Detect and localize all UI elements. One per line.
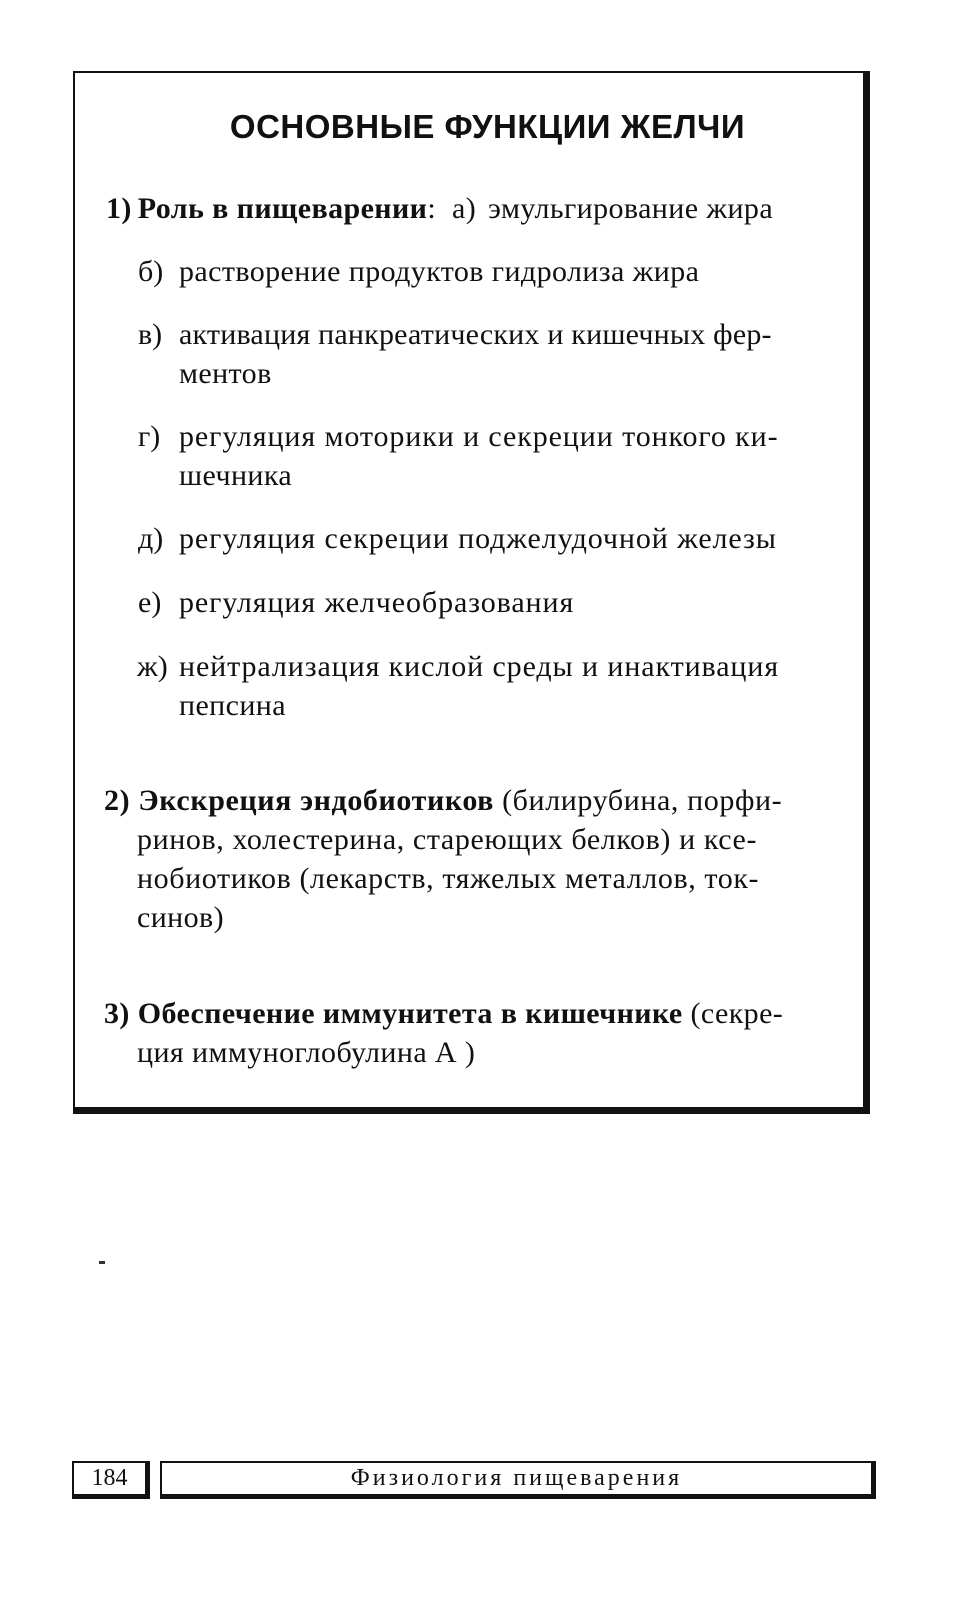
section-3-line-1 [104, 995, 783, 1033]
item-b-label: б) [138, 255, 164, 288]
item-v-text-line-2: ментов [179, 357, 272, 390]
item-d-label: д) [138, 522, 164, 555]
section-2-text-line-2: ринов, холестерина, стареющих белков) и ксе- [137, 823, 758, 856]
section-3-number: 3) [104, 997, 130, 1030]
item-a-text: эмульгирование жира [488, 192, 774, 225]
item-b-text: растворение продуктов гидролиза жира [179, 255, 700, 288]
item-v-label: в) [138, 318, 163, 351]
section-1-colon: : [427, 192, 437, 225]
page-title: ОСНОВНЫЕ ФУНКЦИИ ЖЕЛЧИ [229, 108, 746, 145]
item-g-label: г) [138, 420, 161, 453]
section-2-line-1 [104, 782, 782, 820]
item-g-text-line-1: регуляция моторики и секреции тонкого ки- [179, 420, 779, 453]
section-2-number: 2) [104, 784, 131, 817]
section-2-text-line-4: синов) [137, 901, 224, 934]
running-title: Физиология пищеварения [160, 1461, 876, 1499]
section-1-number: 1) [106, 192, 132, 225]
section-2-text-line-1: (билирубина, порфи- [493, 784, 783, 817]
item-zh-text-line-1: нейтрализация кислой среды и инактивация [179, 650, 780, 683]
item-zh-text-line-2: пепсина [179, 689, 286, 722]
section-2-heading: Экскреция эндобиотиков [138, 784, 494, 817]
item-v-text-line-1: активация панкреатических и кишечных фер- [179, 318, 772, 351]
speck [99, 1261, 105, 1264]
page-number: 184 [72, 1461, 150, 1499]
item-d-text: регуляция секреции поджелудочной железы [179, 522, 777, 555]
item-e-label: е) [138, 586, 162, 619]
item-zh-label: ж) [137, 650, 168, 683]
section-1-heading: Роль в пищеварении [137, 192, 428, 225]
item-g-text-line-2: шечника [179, 459, 293, 492]
section-3-text-line-2: ция иммуноглобулина А ) [137, 1036, 476, 1069]
section-3-heading: Обеспечение иммунитета в кишечнике [137, 997, 683, 1030]
section-2-text-line-3: нобиотиков (лекарств, тяжелых металлов, ток- [137, 862, 760, 895]
item-a-label: а) [452, 192, 477, 225]
section-3-text-line-1: (секре- [682, 997, 784, 1030]
item-e-text: регуляция желчеобразования [179, 586, 575, 619]
section-1-line-1 [106, 190, 773, 228]
